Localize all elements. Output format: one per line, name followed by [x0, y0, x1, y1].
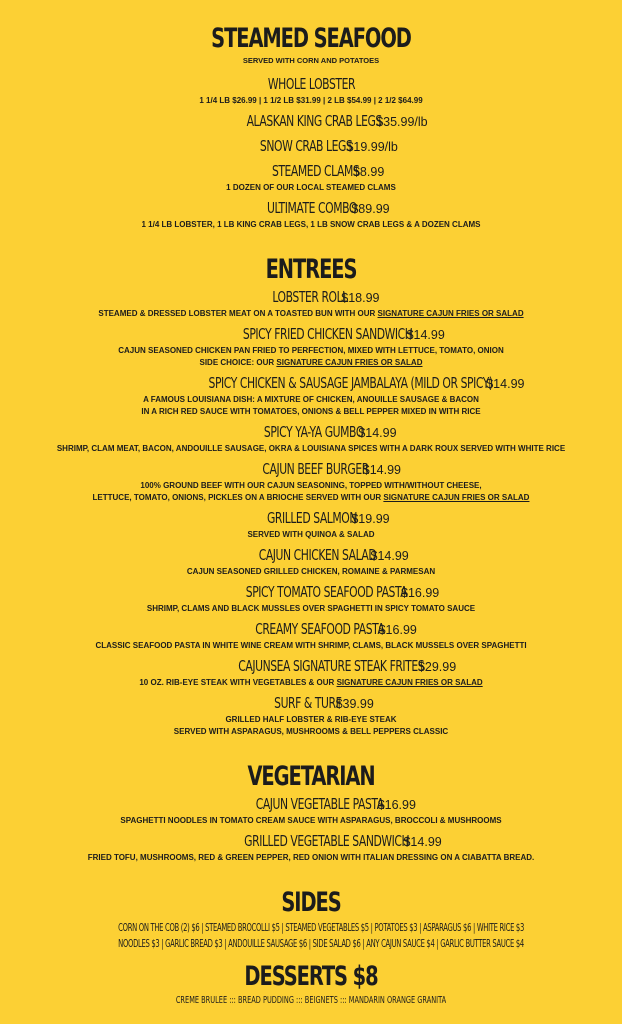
menu-item-surf-and-turf [0, 693, 622, 738]
item-price: $29.99 [417, 660, 457, 674]
desserts-list: CREME BRULEE ::: BREAD PUDDING ::: BEIGNETS ::: MANDARIN ORANGE GRANITA [175, 995, 447, 1006]
item-price: $35.99/lb [376, 115, 428, 129]
item-price: $14.99 [370, 549, 409, 563]
item-price: $8.99 [352, 165, 385, 179]
item-price: $14.99 [406, 328, 445, 342]
sides-list-line-2: NOODLES $3 | GARLIC BREAD $3 | ANDOUILLE SAUSAGE $6 | SIDE SALAD $6 | ANY CAJUN SAUCE $4 | GARLIC BUTTER SAUCE $4 [118, 937, 524, 950]
menu-item-steamed-clams [0, 161, 622, 194]
item-price: $14.99 [358, 426, 397, 440]
item-price: $16.99 [377, 798, 416, 812]
item-price: $14.99 [403, 835, 442, 849]
signature-fries-link: SIGNATURE CAJUN FRIES OR SALAD [377, 309, 524, 318]
menu-item-cajun-chicken-salad [0, 545, 622, 578]
item-name: SNOW CRAB LEGS [260, 137, 353, 155]
item-description: A FAMOUS LOUISIANA DISH: A MIXTURE OF CHICKEN, ANOUILLE SAUSAGE & BACON [143, 395, 479, 404]
item-name: CAJUN BEEF BURGER [262, 460, 369, 478]
item-description: GRILLED HALF LOBSTER & RIB-EYE STEAK [225, 715, 397, 724]
item-name: CAJUN VEGETABLE PASTA [255, 795, 384, 813]
menu-item-king-crab [0, 111, 622, 132]
menu-item-ultimate-combo [0, 198, 622, 231]
item-name: CAJUNSEA SIGNATURE STEAK FRITES [238, 657, 424, 675]
menu-item-grilled-vegetable-sandwich [0, 831, 622, 864]
item-name: GRILLED SALMON [267, 509, 358, 527]
item-description: 10 OZ. RIB-EYE STEAK WITH VEGETABLES & OUR [139, 678, 335, 687]
item-name: SPICY YA-YA GUMBO [264, 423, 365, 441]
item-price: $19.99 [351, 512, 390, 526]
entrees-title: ENTREES [265, 254, 357, 285]
item-name: STEAMED CLAMS [271, 162, 359, 180]
item-name: WHOLE LOBSTER [267, 75, 355, 93]
item-price: $16.99 [401, 586, 440, 600]
side-choice-label: SIDE CHOICE: [199, 358, 255, 367]
item-name: ALASKAN KING CRAB LEGS [246, 112, 383, 130]
item-description: FRIED TOFU, MUSHROOMS, RED & GREEN PEPPER, RED ONION WITH ITALIAN DRESSING ON A CIABATTA BREAD. [87, 853, 535, 862]
item-price: $14.99 [486, 377, 525, 391]
item-name: CREAMY SEAFOOD PASTA [255, 620, 385, 638]
item-description: SERVED WITH QUINOA & SALAD [247, 530, 375, 539]
item-description: 1 1/4 LB LOBSTER, 1 LB KING CRAB LEGS, 1 LB SNOW CRAB LEGS & A DOZEN CLAMS [141, 220, 481, 229]
menu-item-jambalaya [0, 373, 622, 418]
item-description: CAJUN SEASONED GRILLED CHICKEN, ROMAINE & PARMESAN [186, 567, 436, 576]
menu-item-beef-burger [0, 459, 622, 504]
item-description: SHRIMP, CLAM MEAT, BACON, ANDOUILLE SAUSAGE, OKRA & LOUISIANA SPICES WITH A DARK ROUX SERVED WITH WHITE RICE [56, 444, 566, 453]
item-price: $19.99/lb [346, 140, 398, 154]
item-description: SPAGHETTI NOODLES IN TOMATO CREAM SAUCE WITH ASPARAGUS, BROCCOLI & MUSHROOMS [120, 816, 502, 825]
item-name: SPICY TOMATO SEAFOOD PASTA [245, 583, 407, 601]
item-description-2: SERVED WITH ASPARAGUS, MUSHROOMS & BELL PEPPERS CLASSIC [173, 727, 449, 736]
steamed-seafood-subtitle: SERVED WITH CORN AND POTATOES [242, 56, 380, 65]
menu-item-creamy-seafood-pasta [0, 619, 622, 652]
sides-title: SIDES [281, 887, 341, 918]
vegetarian-title: VEGETARIAN [247, 761, 375, 792]
menu-item-cajun-vegetable-pasta [0, 794, 622, 827]
menu-item-whole-lobster [0, 74, 622, 107]
item-name: SPICY CHICKEN & SAUSAGE JAMBALAYA (MILD OR SPICY) [208, 374, 493, 392]
menu-item-spicy-tomato-pasta [0, 582, 622, 615]
item-description: CAJUN SEASONED CHICKEN PAN FRIED TO PERFECTION, MIXED WITH LETTUCE, TOMATO, ONION [118, 346, 504, 355]
item-description: 1 DOZEN OF OUR LOCAL STEAMED CLAMS [226, 183, 396, 192]
item-price: $18.99 [341, 291, 380, 305]
signature-fries-link: SIGNATURE CAJUN FRIES OR SALAD [276, 358, 423, 367]
item-price: $16.99 [378, 623, 417, 637]
steamed-seafood-title: STEAMED SEAFOOD [211, 23, 411, 54]
menu-item-gumbo [0, 422, 622, 455]
menu-item-spicy-fried-chicken [0, 324, 622, 369]
signature-fries-link: SIGNATURE CAJUN FRIES OR SALAD [383, 493, 530, 502]
menu-item-grilled-salmon [0, 508, 622, 541]
item-price: $14.99 [362, 463, 402, 477]
item-description: STEAMED & DRESSED LOBSTER MEAT ON A TOASTED BUN WITH OUR [98, 309, 376, 318]
item-name: LOBSTER ROLL [271, 288, 348, 306]
item-name: ULTIMATE COMBO [267, 199, 358, 217]
item-description-2: IN A RICH RED SAUCE WITH TOMATOES, ONIONS & BELL PEPPER MIXED IN WITH RICE [141, 407, 481, 416]
signature-fries-link: SIGNATURE CAJUN FRIES OR SALAD [336, 678, 483, 687]
item-name: SURF & TURF [274, 694, 342, 712]
item-name: GRILLED VEGETABLE SANDWICH [244, 832, 410, 850]
item-price: $89.99 [351, 202, 390, 216]
sides-list-line-1: CORN ON THE COB (2) $6 | STEAMED BROCOLLI $5 | STEAMED VEGETABLES $5 | POTATOES $3 | ASPARAGUS $6 | WHITE RICE $3 [118, 921, 524, 934]
item-name: SPICY FRIED CHICKEN SANDWICH [243, 325, 413, 343]
item-description-2: OUR [256, 358, 275, 367]
menu-item-steak-frites [0, 656, 622, 689]
item-description: 100% GROUND BEEF WITH OUR CAJUN SEASONING, TOPPED WITH/WITHOUT CHEESE, [140, 481, 482, 490]
item-price: $39.99 [335, 697, 374, 711]
menu-item-lobster-roll [0, 287, 622, 320]
item-description: SHRIMP, CLAMS AND BLACK MUSSLES OVER SPAGHETTI IN SPICY TOMATO SAUCE [146, 604, 476, 613]
menu-item-snow-crab [0, 136, 622, 157]
desserts-title: DESSERTS $8 [244, 961, 378, 992]
item-name: CAJUN CHICKEN SALAD [258, 546, 377, 564]
item-description-2: LETTUCE, TOMATO, ONIONS, PICKLES ON A BRIOCHE SERVED WITH OUR [92, 493, 382, 502]
item-description: 1 1/4 LB $26.99 | 1 1/2 LB $31.99 | 2 LB $54.99 | 2 1/2 $64.99 [199, 96, 423, 105]
item-description: CLASSIC SEAFOOD PASTA IN WHITE WINE CREAM WITH SHRIMP, CLAMS, BLACK MUSSELS OVER SPAGHETTI [95, 641, 527, 650]
